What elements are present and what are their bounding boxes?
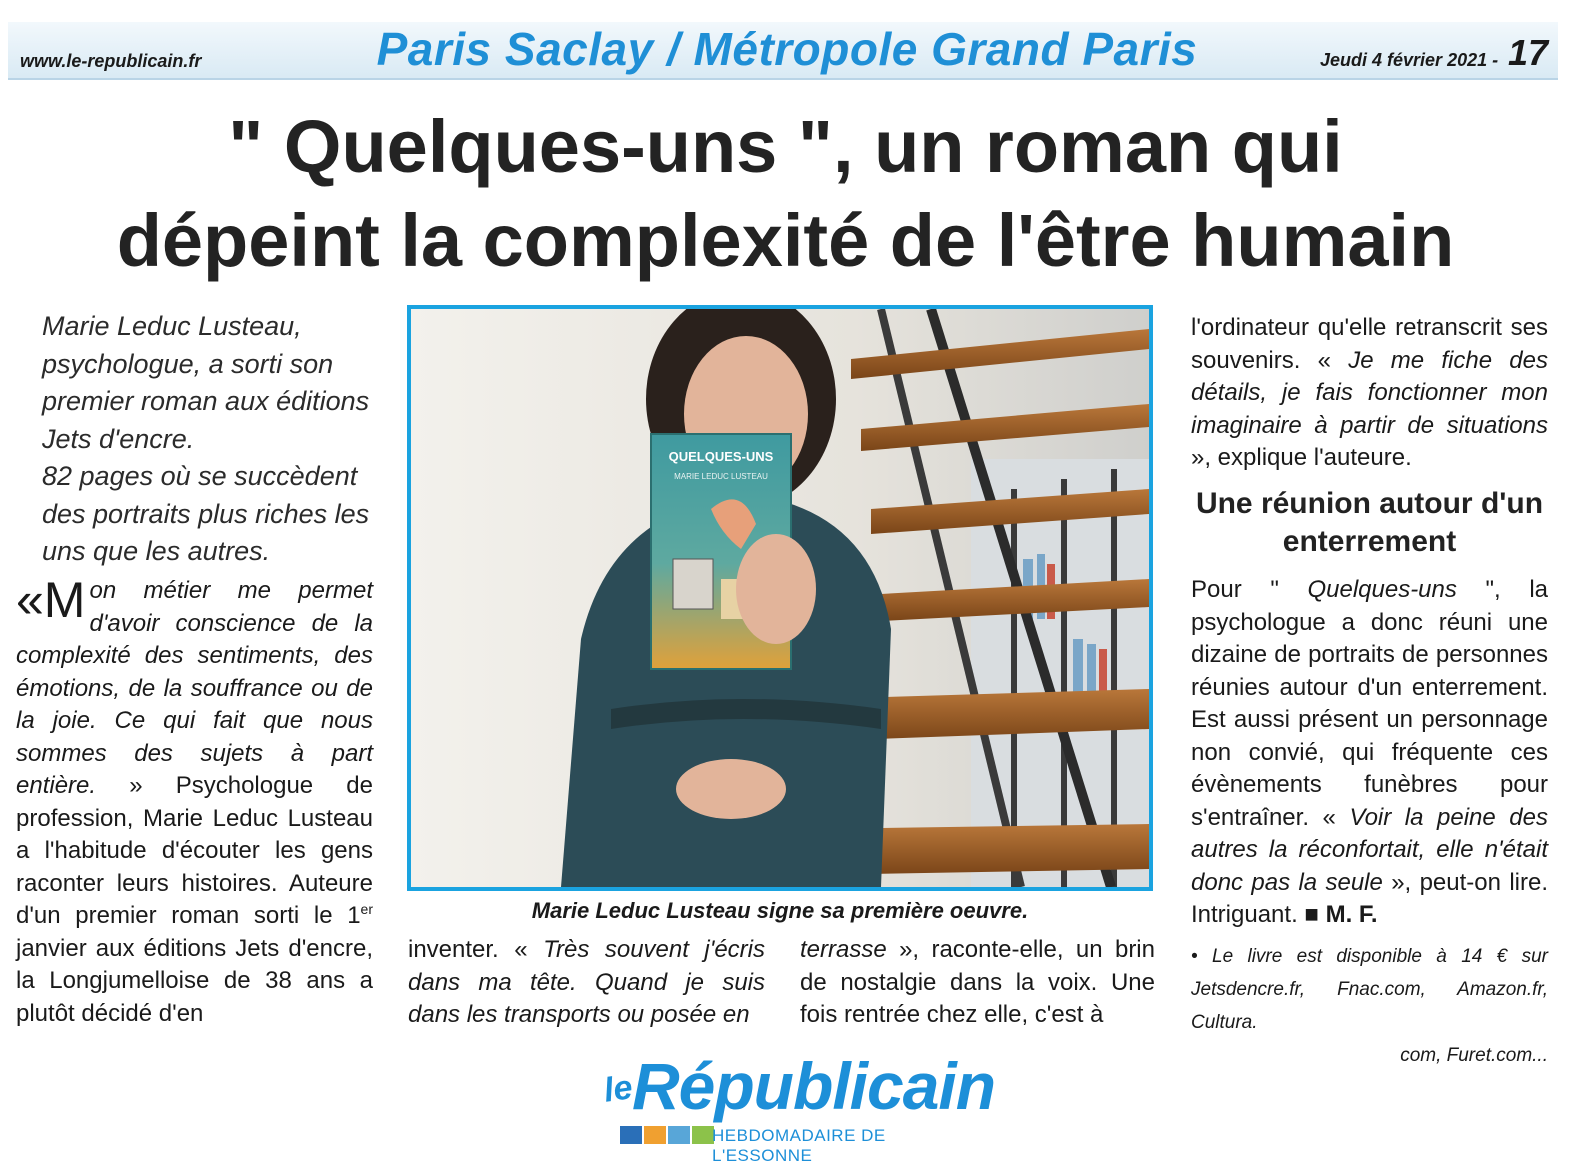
section-rubric: Paris Saclay / Métropole Grand Paris xyxy=(376,23,1198,75)
article-chapo xyxy=(42,308,372,571)
chapo-paragraph-1: Marie Leduc Lusteau, psychologue, a sorti son premier roman aux éditions Jets d'encre. xyxy=(42,311,370,454)
right1-text: l'ordinateur qu'elle retranscrit ses souvenirs. « xyxy=(1191,314,1548,374)
site-url[interactable]: www.le-republicain.fr xyxy=(20,51,202,71)
mid2-text: », raconte-elle, un brin de nostalgie dans la voix. Une fois rentrée chez elle, c'est à xyxy=(800,936,1155,1028)
chapo-paragraph-2: 82 pages où se succèdent des portraits plus riches les uns que les autres. xyxy=(42,461,370,566)
right1-quote: Je me fiche des détails, je fais fonctionner mon imaginaire à partir de situations xyxy=(1191,346,1548,439)
right-paragraph-1 xyxy=(1191,312,1548,475)
photo-caption: Marie Leduc Lusteau signe sa première oeuvre. xyxy=(531,898,1029,923)
logo-name: Républicain xyxy=(632,1049,996,1123)
logo-tagline: HEBDOMADAIRE DE L'ESSONNE xyxy=(712,1126,886,1165)
headline-line-2: dépeint la complexité de l'être humain xyxy=(116,199,1455,282)
book-title: QUELQUES-UNS xyxy=(668,449,774,464)
right2-a: Pour " xyxy=(1191,576,1308,603)
right-paragraph-2 xyxy=(1191,574,1548,932)
body-column-2 xyxy=(408,934,765,1032)
headline-line-1: " Quelques-uns ", un roman qui xyxy=(228,105,1343,188)
drop-cap: «M xyxy=(16,572,86,628)
lead-text: » Psychologue de profession, Marie Leduc Lusteau a l'habitude d'écouter les gens raconter leurs histoires. Auteure d'un premier roman sorti le 1 xyxy=(16,772,373,929)
article-photo xyxy=(407,305,1153,891)
photo-illustration xyxy=(411,309,1149,887)
logo-prefix: le xyxy=(601,1068,635,1110)
page-number: 17 xyxy=(1508,32,1549,73)
newspaper-logo[interactable] xyxy=(600,1049,996,1165)
book-author: MARIE LEDUC LUSTEAU xyxy=(674,472,768,481)
logo-square-lightblue xyxy=(668,1126,690,1144)
logo-square-orange xyxy=(644,1126,666,1144)
lead-quote: on métier me permet d'avoir conscience de la complexité des sentiments, des émotions, de la souffrance ou de la joie. Ce qui fait que nous sommes des sujets à part entière. xyxy=(16,577,373,799)
logo-square-blue xyxy=(620,1126,642,1144)
intertitle: Une réunion autour d'un enterrement xyxy=(1195,487,1544,558)
logo-square-green xyxy=(692,1126,714,1144)
mid-paragraph-2 xyxy=(800,934,1155,1032)
ordinal-suffix: er xyxy=(360,901,373,917)
note-text: • Le livre est disponible à 14 € sur Jetsdencre.fr, Fnac.com, Amazon.fr, Cultura. xyxy=(1191,946,1548,1033)
body-column-1 xyxy=(16,572,373,1030)
note-text-end: com, Furet.com... xyxy=(1400,1045,1548,1066)
author-signature: ■ M. F. xyxy=(1304,901,1378,928)
novel-title: Quelques-uns xyxy=(1307,576,1457,603)
mid-paragraph-1 xyxy=(408,934,765,1032)
mid1-quote: Très souvent j'écris dans ma tête. Quand je suis dans les transports ou posée en xyxy=(408,936,765,1028)
mid2-quote: terrasse xyxy=(800,936,887,963)
lead-paragraph xyxy=(16,572,373,1030)
right1-end: », explique l'auteure. xyxy=(1191,444,1412,471)
right2-b: ", la psychologue a donc réuni une dizaine de portraits de personnes réunies autour d'un enterrement. Est aussi présent un personnage non convié, qui fréquente ces évènements funèbres pour s'entraîner. « xyxy=(1191,576,1548,831)
body-column-4 xyxy=(1191,312,1548,475)
lead-text-end: janvier aux éditions Jets d'encre, la Longjumelloise de 38 ans a plutôt décidé d'en xyxy=(16,934,373,1027)
issue-date: Jeudi 4 février 2021 - xyxy=(1320,50,1499,70)
article-headline xyxy=(0,100,1571,288)
body-column-3 xyxy=(800,934,1155,1032)
right2-end: », peut-on lire. Intriguant. xyxy=(1191,868,1549,928)
body-column-5 xyxy=(1191,574,1548,932)
right2-quote: Voir la peine des autres la réconfortait, elle n'était donc pas la seule xyxy=(1191,803,1549,896)
availability-note xyxy=(1191,940,1548,1072)
mid1-text: inventer. « xyxy=(408,936,544,963)
